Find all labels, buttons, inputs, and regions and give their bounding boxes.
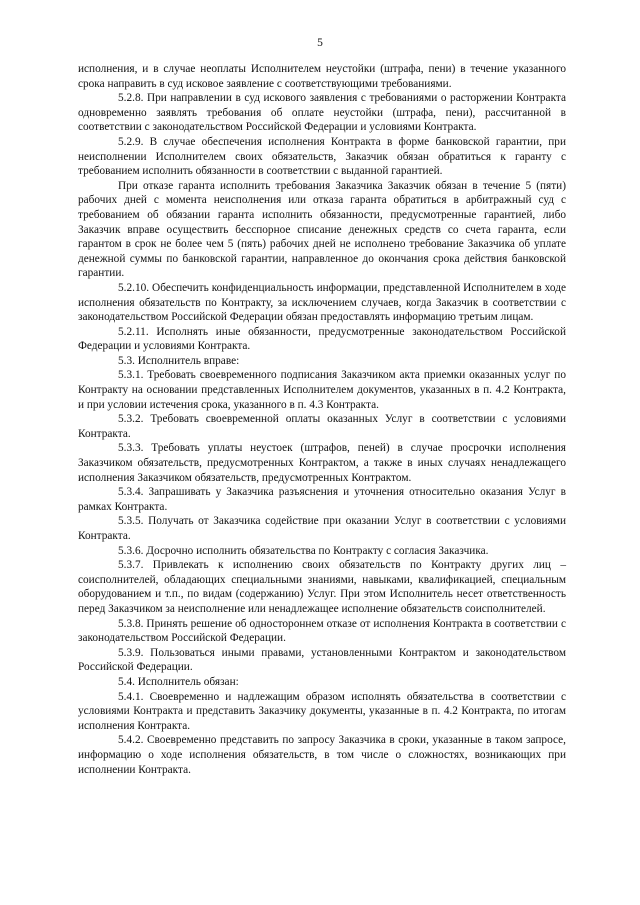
paragraph-5-3-4: 5.3.4. Запрашивать у Заказчика разъяснения и уточнения относительно оказания Услуг в рамках Контракта. [78, 486, 566, 513]
page-number: 5 [317, 37, 323, 49]
paragraph-5-3-3: 5.3.3. Требовать уплаты неустоек (штрафов, пеней) в случае просрочки исполнения Заказчиком обязательств, предусмотренных Контрактом, а также в иных случаях ненадлежащего исполнения Заказчиком обязательств, предусмотренных Контрактом. [78, 442, 566, 484]
paragraph-5-3-8: 5.3.8. Принять решение об одностороннем отказе от исполнения Контракта в соответствии с законодательством Российской Федерации. [78, 617, 566, 645]
paragraph-5-4-2: 5.4.2. Своевременно представить по запросу Заказчика в сроки, указанные в таком запросе, информацию о ходе исполнения обязательств, в том числе о сложностях, возникающих при исполнении Контракта. [78, 734, 566, 776]
paragraph-5-3-9: 5.3.9. Пользоваться иными правами, установленными Контрактом и законодательством Российской Федерации. [78, 646, 566, 674]
paragraph-guarantee-refusal: При отказе гаранта исполнить требования Заказчика Заказчик обязан в течение 5 (пяти) рабочих дней с момента неисполнения или отказа гаранта обратиться в арбитражный суд с требованием об обязании гаранта исполнить обязанности, предусмотренные гарантией, либо Заказчик вправе осуществить бесспорное списание денежных средств со счета гаранта, если гарантом в срок не более чем 5 (пять) рабочих дней не исполнено требование Заказчика об уплате денежной суммы по банковской гарантии, направленное до окончания срока действия банковской гарантии. [78, 179, 566, 280]
paragraph-5-4-1: 5.4.1. Своевременно и надлежащим образом исполнять обязательства в соответствии с условиями Контракта и представить Заказчику документы, указанные в п. 4.2 Контракта, по итогам исполнения Контракта. [78, 690, 566, 732]
paragraph-5-2-9: 5.2.9. В случае обеспечения исполнения Контракта в форме банковской гарантии, при неисполнении Исполнителем своих обязательств, Заказчик обязан обратиться к гаранту с требованием исполнить обязанности в соответствии с выданной гарантией. [78, 135, 566, 178]
paragraph-5-3-7: 5.3.7. Привлекать к исполнению своих обязательств по Контракту других лиц – соисполнителей, обладающих специальными знаниями, навыками, квалификацией, специальным оборудованием и т.п., по видам (содержанию) Услуг. При этом Исполнитель несет ответственность перед Заказчиком за неисполнение или ненадлежащее исполнение обязательств соисполнителей. [78, 559, 566, 615]
paragraph-5-2-8: 5.2.8. При направлении в суд искового заявления с требованиями о расторжении Контракта одновременно заявлять требования об оплате неустойки (штрафа, пени), рассчитанной в соответствии с законодательством Российской Федерации и условиями Контракта. [78, 92, 566, 134]
paragraph-5-3-1: 5.3.1. Требовать своевременного подписания Заказчиком акта приемки оказанных услуг по Контракту на основании представленных Исполнителем документов, указанных в п. 4.2 Контракта, и при условии истечения срока, указанного в п. 4.3 Контракта. [78, 369, 566, 411]
section-heading-5-4: 5.4. Исполнитель обязан: [118, 675, 239, 688]
paragraph-5-2-11: 5.2.11. Исполнять иные обязанности, предусмотренные законодательством Российской Федерации и условиями Контракта. [78, 325, 566, 353]
paragraph-5-3-5: 5.3.5. Получать от Заказчика содействие при оказании Услуг в соответствии с условиями Контракта. [78, 515, 566, 542]
paragraph-5-2-10: 5.2.10. Обеспечить конфиденциальность информации, представленной Исполнителем в ходе исполнения обязательств по Контракту, за исключением случаев, когда Заказчик в соответствии с законодательством Российской Федерации обязан предоставлять информацию третьим лицам. [78, 281, 566, 324]
paragraph-continuation: исполнения, и в случае неоплаты Исполнителем неустойки (штрафа, пени) в течение указанного срока направить в суд исковое заявление с соответствующими требованиями. [78, 63, 566, 90]
paragraph-5-3-2: 5.3.2. Требовать своевременной оплаты оказанных Услуг в соответствии с условиями Контракта. [78, 413, 566, 440]
contract-text [78, 62, 566, 777]
section-heading-5-3: 5.3. Исполнитель вправе: [118, 354, 240, 367]
paragraph-5-3-6: 5.3.6. Досрочно исполнить обязательства по Контракту с согласия Заказчика. [118, 544, 489, 557]
